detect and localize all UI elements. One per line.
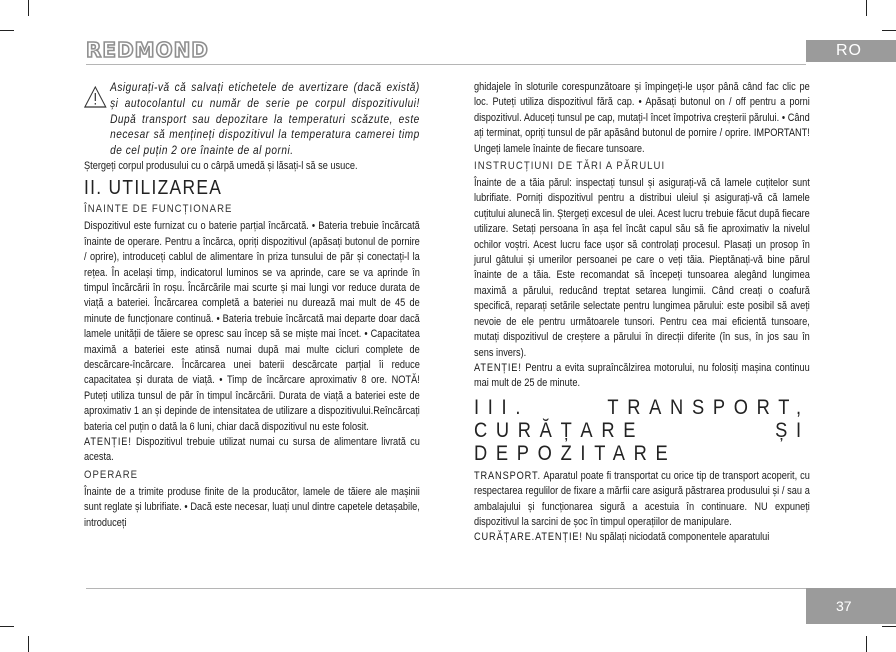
warning-triangle-icon xyxy=(84,86,107,108)
attention-label: ATENȚIE! xyxy=(84,436,132,449)
transport-text: Aparatul poate fi transportat cu orice tip de transport acoperit, cu respectarea regulilor de fixare a mărfii care asigură păstrarea produsului și / sau a ambalajului și funcționarea sigură a acestuia în continuare. NU expuneți dispozitivul la sarcini de șoc în timpul operațiilor de manipulare. xyxy=(474,469,810,528)
brand-logo: REDMOND xyxy=(86,38,209,62)
section-title-transport: III. TRANSPORT, CURĂȚARE ȘI DEPOZITARE xyxy=(474,395,810,465)
crop-mark xyxy=(0,30,14,31)
crop-mark xyxy=(866,636,867,652)
language-tab: RO xyxy=(806,40,896,62)
cleaning-paragraph xyxy=(474,530,810,545)
cleaning-label: CURĂȚARE.ATENȚIE! xyxy=(474,531,583,544)
cleaning-text: Nu spălați niciodată componentele aparatului xyxy=(585,531,770,544)
attention-label: ATENȚIE! xyxy=(474,361,522,374)
crop-mark xyxy=(866,0,867,16)
crop-mark xyxy=(882,626,896,627)
page-number: 37 xyxy=(806,588,896,624)
footer-divider xyxy=(86,588,806,589)
before-use-text: Dispozitivul este furnizat cu o baterie parțial încărcată. • Bateria trebuie încărcată înainte de operare. Pentru a încărca, opriți dispozitivul (apăsați butonul de pornire / oprire), introduceți cablul de alimentare în priza tunsului de păr și conectați-l la rețea. În același timp, indicatorul luminos se va aprinde, care se va aprinde în timpul încărcării în roșu. Încărcările mai scurte și mai lungi vor reduce durata de viață a bateriei. Încărcarea completă a bateriei nu durează mai mult de 45 de minute de funcționare continuă. • Bateria trebuie încărcată mai departe doar dacă lamele unității de tăiere se opresc sau încep să se miște mai încet. • Capacitatea maximă a bateriei este atinsă numai după mai multe cicluri complete de descărcare-încărcare. Încărcarea unei baterii descărcate parțial îi reduce capacitatea și durata de viață. • Timp de încărcare aproximativ 8 ore. NOTĂ! Puteți utiliza tunsul de păr în timpul încărcării. Durata de viață a bateriei este de aproximativ 1 an și depinde de intensitatea de utilizare a dispozitivului.Reîncărcați bateria cel puțin o dată la 6 luni, chiar dacă dispozitivul nu este folosit. xyxy=(84,220,420,433)
crop-mark xyxy=(28,0,29,16)
attention-paragraph xyxy=(474,361,810,392)
operation-text: Înainte de a trimite produse finite de la producător, lamele de tăiere ale mașinii sunt reglate și lubrifiate. • Dacă este necesar, luați unul dintre capetele detașabile, introduceți xyxy=(84,485,420,529)
crop-mark xyxy=(28,636,29,652)
before-use-title: ÎNAINTE DE FUNCȚIONARE xyxy=(84,203,233,216)
warning-text: Asigurați-vă că salvați etichetele de avertizare (dacă există) și autocolantul cu număr de serie pe corpul dispozitivului! După transport sau depozitare la temperaturi scăzute, este necesar să mențineți dispozitivul la temperatura camerei timp de cel puțin 2 ore înainte de al porni. xyxy=(110,81,420,158)
right-column xyxy=(474,80,810,546)
haircut-text: Înainte de a tăia părul: inspectați tunsul și asigurați-vă că lamele cuțitelor sunt lubrifiate. Porniți dispozitivul pentru a distribui uleiul și asigurați-vă că lamele cuțitului alunecă lin. Ștergeți excesul de ulei. Acest lucru trebuie făcut după fiecare utilizare. Setați persoana în așa fel încât capul său să fie aproximativ la nivelul ochilor voștri. Acest lucru face ușor să controlați procesul. Plasați un prosop în jurul gâtului și umerilor persoanei pe care o veți tăia. Pieptănați-vă bine părul înainte de a tăia. Este recomandat să începeți tunsoarea alegând lungimea maximă a părului, reducând treptat setarea lungimii. Când creați o coafură specifică, reparați setările selectate pentru lungimea părului: este posibil să aveți nevoie de ele pentru următoarele tunsori. Pentru cea mai eficientă tunsoare, mutați dispozitivul de creștere a părului în direcții diferite (în sus, în jos sau în sens invers). xyxy=(474,177,810,359)
operation-title: OPERARE xyxy=(84,468,139,481)
left-column xyxy=(84,80,420,531)
header-divider xyxy=(86,64,806,65)
intro-text: Ștergeți corpul produsului cu o cârpă umedă și lăsați-l să se usuce. xyxy=(84,159,358,172)
attention-text: Pentru a evita supraîncălzirea motorului, nu folosiți mașina continuu mai mult de 25 de minute. xyxy=(474,361,810,390)
attention-text: Dispozitivul trebuie utilizat numai cu sursa de alimentare livrată cu acesta. xyxy=(84,436,420,464)
crop-mark xyxy=(882,30,896,31)
transport-paragraph xyxy=(474,469,810,531)
continued-text: ghidajele în sloturile corespunzătoare și împingeți-le ușor până când fac clic pe loc. Puteți utiliza dispozitivul fără cap. • Apăsați butonul on / off pentru a porni dispozitivul. Aduceți tunsul pe cap, mutați-l încet împotriva creșterii părului. • Când ați terminat, opriți tunsul de păr apăsând butonul de pornire / oprire. IMPORTANT! Ungeți lamele înainte de fiecare tunsoare. xyxy=(474,81,810,155)
section-title-usage: II. UTILIZAREA xyxy=(84,177,223,200)
warning-block xyxy=(84,80,420,159)
attention-paragraph xyxy=(84,435,420,466)
transport-label: TRANSPORT. xyxy=(474,469,541,482)
crop-mark xyxy=(0,626,14,627)
haircut-title: INSTRUCȚIUNI DE TĂRI A PĂRULUI xyxy=(474,160,666,173)
